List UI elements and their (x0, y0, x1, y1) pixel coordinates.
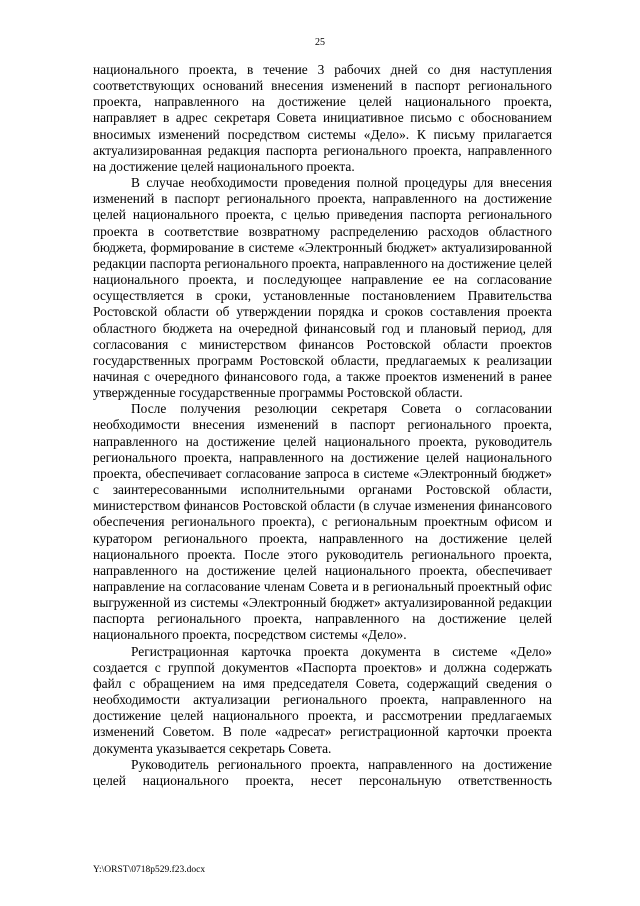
footer-file-path: Y:\ORST\0718p529.f23.docx (93, 865, 206, 875)
body-text (93, 62, 552, 789)
paragraph-full-procedure: В случае необходимости проведения полной процедуры для внесения изменений в паспорт регионального проекта, направленного на достижение целей национального проекта, с целью приведения паспорта регионального проекта в соответствие возвратному распределению расходов областного бюджета, формирование в системе «Электронный бюджет» актуализированной редакции паспорта регионального проекта, направленного на достижение целей национального проекта, и последующее направление ее на согласование осуществляется в сроки, установленные постановлением Правительства Ростовской области об утверждении порядка и сроков составления проекта областного бюджета на очередной финансовый год и плановый период, для согласования с министерством финансов Ростовской области проектов государственных программ Ростовской области, предлагаемых к реализации начиная с очередного финансового года, а также проектов изменений в ранее утвержденные государственные программы Ростовской области. (93, 175, 552, 401)
paragraph-registration-card: Регистрационная карточка проекта документа в системе «Дело» создается с группой документов «Паспорта проектов» и должна содержать файл с обращением на имя председателя Совета, содержащий сведения о необходимости актуализации регионального проекта, направленного на достижение целей национального проекта, и рассмотрении предлагаемых изменений Советом. В поле «адресат» регистрационной карточки проекта документа указывается секретарь Совета. (93, 643, 552, 756)
paragraph-continuation: национального проекта, в течение 3 рабочих дней со дня наступления соответствующих оснований внесения изменений в паспорт регионального проекта, направленного на достижение целей национального проекта, направляет в адрес секретаря Совета инициативное письмо с обоснованием вносимых изменений посредством системы «Дело». К письму прилагается актуализированная редакция паспорта регионального проекта, направленного на достижение целей национального проекта. (93, 62, 552, 174)
page-number: 25 (315, 37, 325, 48)
paragraph-responsibility: Руководитель регионального проекта, направленного на достижение целей национального проекта, несет персональную ответственность (93, 756, 552, 788)
paragraph-resolution: После получения резолюции секретаря Совета о согласовании необходимости внесения изменений в паспорт регионального проекта, направленного на достижение целей национального проекта, руководитель регионального проекта, направленного на достижение целей национального проекта, обеспечивает согласование запроса в системе «Электронный бюджет» с заинтересованными исполнительными органами Ростовской области, министерством финансов Ростовской области (в случае изменения финансового обеспечения регионального проекта), с региональным проектным офисом и куратором регионального проекта, направленного на достижение целей национального проекта. После этого руководитель регионального проекта, направленного на достижение целей национального проекта, обеспечивает направление на согласование членам Совета и в региональный проектный офис выгруженной из системы «Электронный бюджет» актуализированной редакции паспорта регионального проекта, направленного на достижение целей национального проекта, посредством системы «Дело». (93, 401, 552, 643)
